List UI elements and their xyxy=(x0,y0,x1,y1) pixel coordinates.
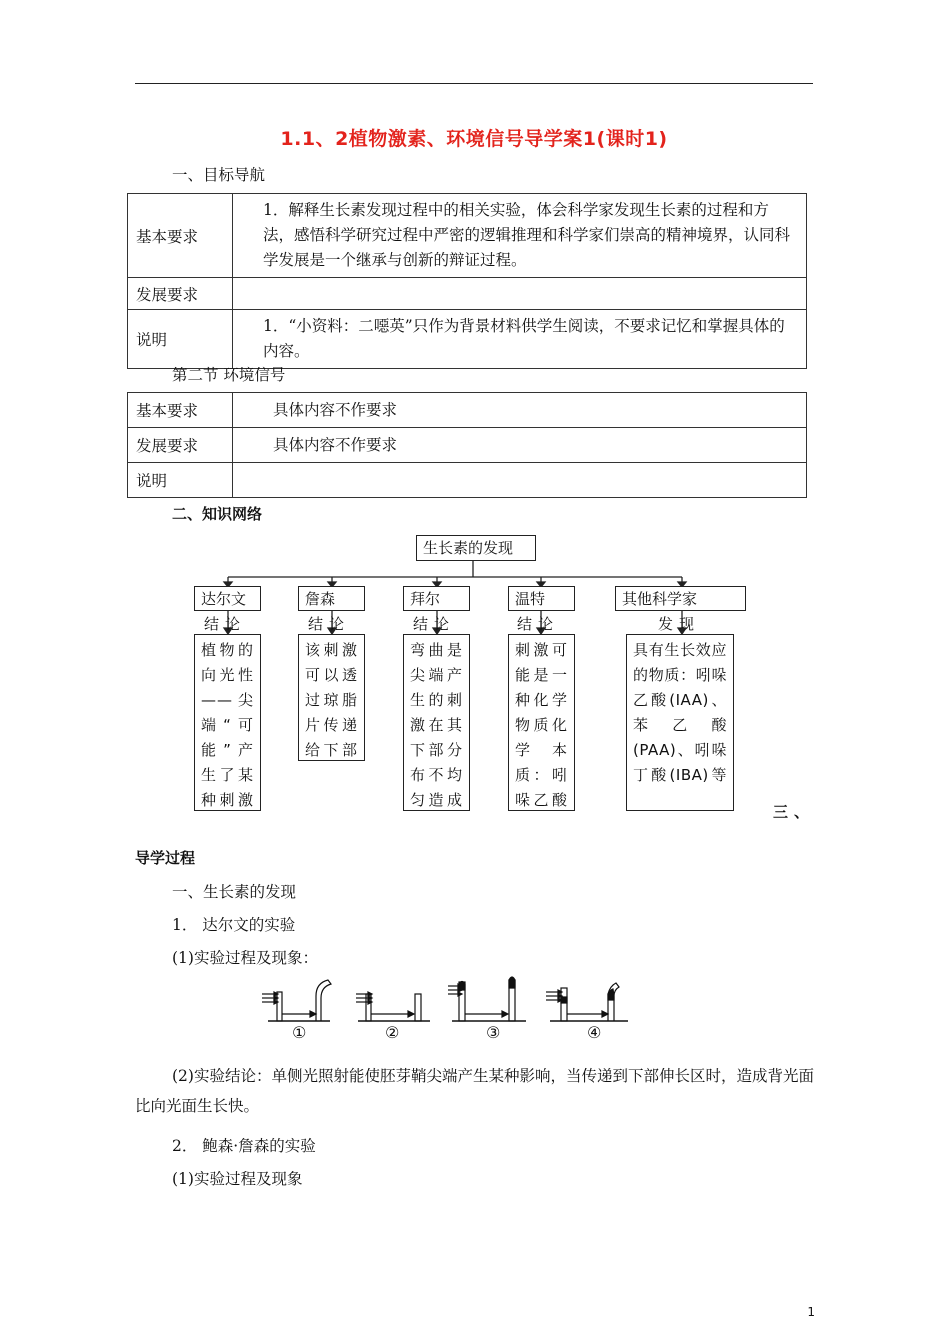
network-root-box: 生长素的发现 xyxy=(416,535,536,561)
section-heading-goals: 一、目标导航 xyxy=(172,166,266,184)
branch-paal-name: 拜尔 xyxy=(403,586,470,611)
branch-paal-content: 弯曲是尖端产生的刺激在其下部分布不均匀造成 xyxy=(403,634,470,811)
branch-darwin-content: 植物的向光性——尖端“可能”产生了某种刺激 xyxy=(194,634,261,811)
goals-label-note: 说明 xyxy=(128,310,233,369)
darwin-conclusion-paragraph: (2)实验结论：单侧光照射能使胚芽鞘尖端产生某种影响，当传递到下部伸长区时，造成背光面比向光面生长快。 xyxy=(135,1067,814,1115)
section-heading-3a: 三、 xyxy=(773,803,816,821)
branch-went-relation: 结论 xyxy=(517,615,560,633)
goals-value-note: 1．“小资料：二噁英”只作为背景材料供学生阅读，不要求记忆和掌握具体的内容。 xyxy=(233,310,807,369)
section-heading-3b: 导学过程 xyxy=(135,849,196,867)
goals-value-basic: 1．解释生长素发现过程中的相关实验，体会科学家发现生长素的过程和方法，感悟科学研究过程中严密的逻辑推理和科学家们崇高的精神境界，认同科学发展是一个继承与创新的辩证过程。 xyxy=(233,194,807,278)
section-heading-network: 二、知识网络 xyxy=(172,505,263,523)
branch-went-name: 温特 xyxy=(508,586,575,611)
goals-label-basic: 基本要求 xyxy=(128,194,233,278)
subheading-auxin-discovery: 一、生长素的发现 xyxy=(172,883,297,901)
branch-went-content: 刺激可能是一种化学物质化学本质：吲哚乙酸 xyxy=(508,634,575,811)
item-jensen-process: (1)实验过程及现象 xyxy=(172,1170,303,1188)
env-label-basic: 基本要求 xyxy=(128,393,233,428)
branch-jensen-content: 该刺激可以透过琼脂片传递给下部 xyxy=(298,634,365,761)
env-label-note: 说明 xyxy=(128,463,233,498)
section-heading-env: 第二节 环境信号 xyxy=(172,366,286,384)
branch-others-relation: 发现 xyxy=(658,615,701,633)
env-label-develop: 发展要求 xyxy=(128,428,233,463)
item-darwin-process: (1)实验过程及现象： xyxy=(172,949,318,967)
darwin-experiment-figure xyxy=(250,970,640,1045)
branch-others-name: 其他科学家 xyxy=(615,586,746,611)
page-title: 1.1、2植物激素、环境信号导学案1(课时1) xyxy=(280,128,668,150)
branch-paal-relation: 结论 xyxy=(413,615,456,633)
item-jensen-experiment: 2． 鲍森·詹森的实验 xyxy=(172,1137,316,1155)
page-number: 1 xyxy=(807,1305,815,1319)
branch-jensen-name: 詹森 xyxy=(298,586,365,611)
item-darwin-experiment: 1． 达尔文的实验 xyxy=(172,916,296,934)
env-value-basic: 具体内容不作要求 xyxy=(233,393,807,428)
goals-label-develop: 发展要求 xyxy=(128,278,233,310)
figure-label-1: ① xyxy=(292,1023,307,1042)
env-value-develop: 具体内容不作要求 xyxy=(233,428,807,463)
figure-label-3: ③ xyxy=(486,1023,501,1042)
branch-others-content: 具有生长效应的物质：吲哚乙酸(IAA)、苯乙酸(PAA)、吲哚丁酸(IBA)等 xyxy=(626,634,734,811)
figure-label-2: ② xyxy=(385,1023,400,1042)
figure-label-4: ④ xyxy=(587,1023,602,1042)
branch-darwin-name: 达尔文 xyxy=(194,586,261,611)
branch-jensen-relation: 结论 xyxy=(308,615,351,633)
branch-darwin-relation: 结论 xyxy=(204,615,247,633)
